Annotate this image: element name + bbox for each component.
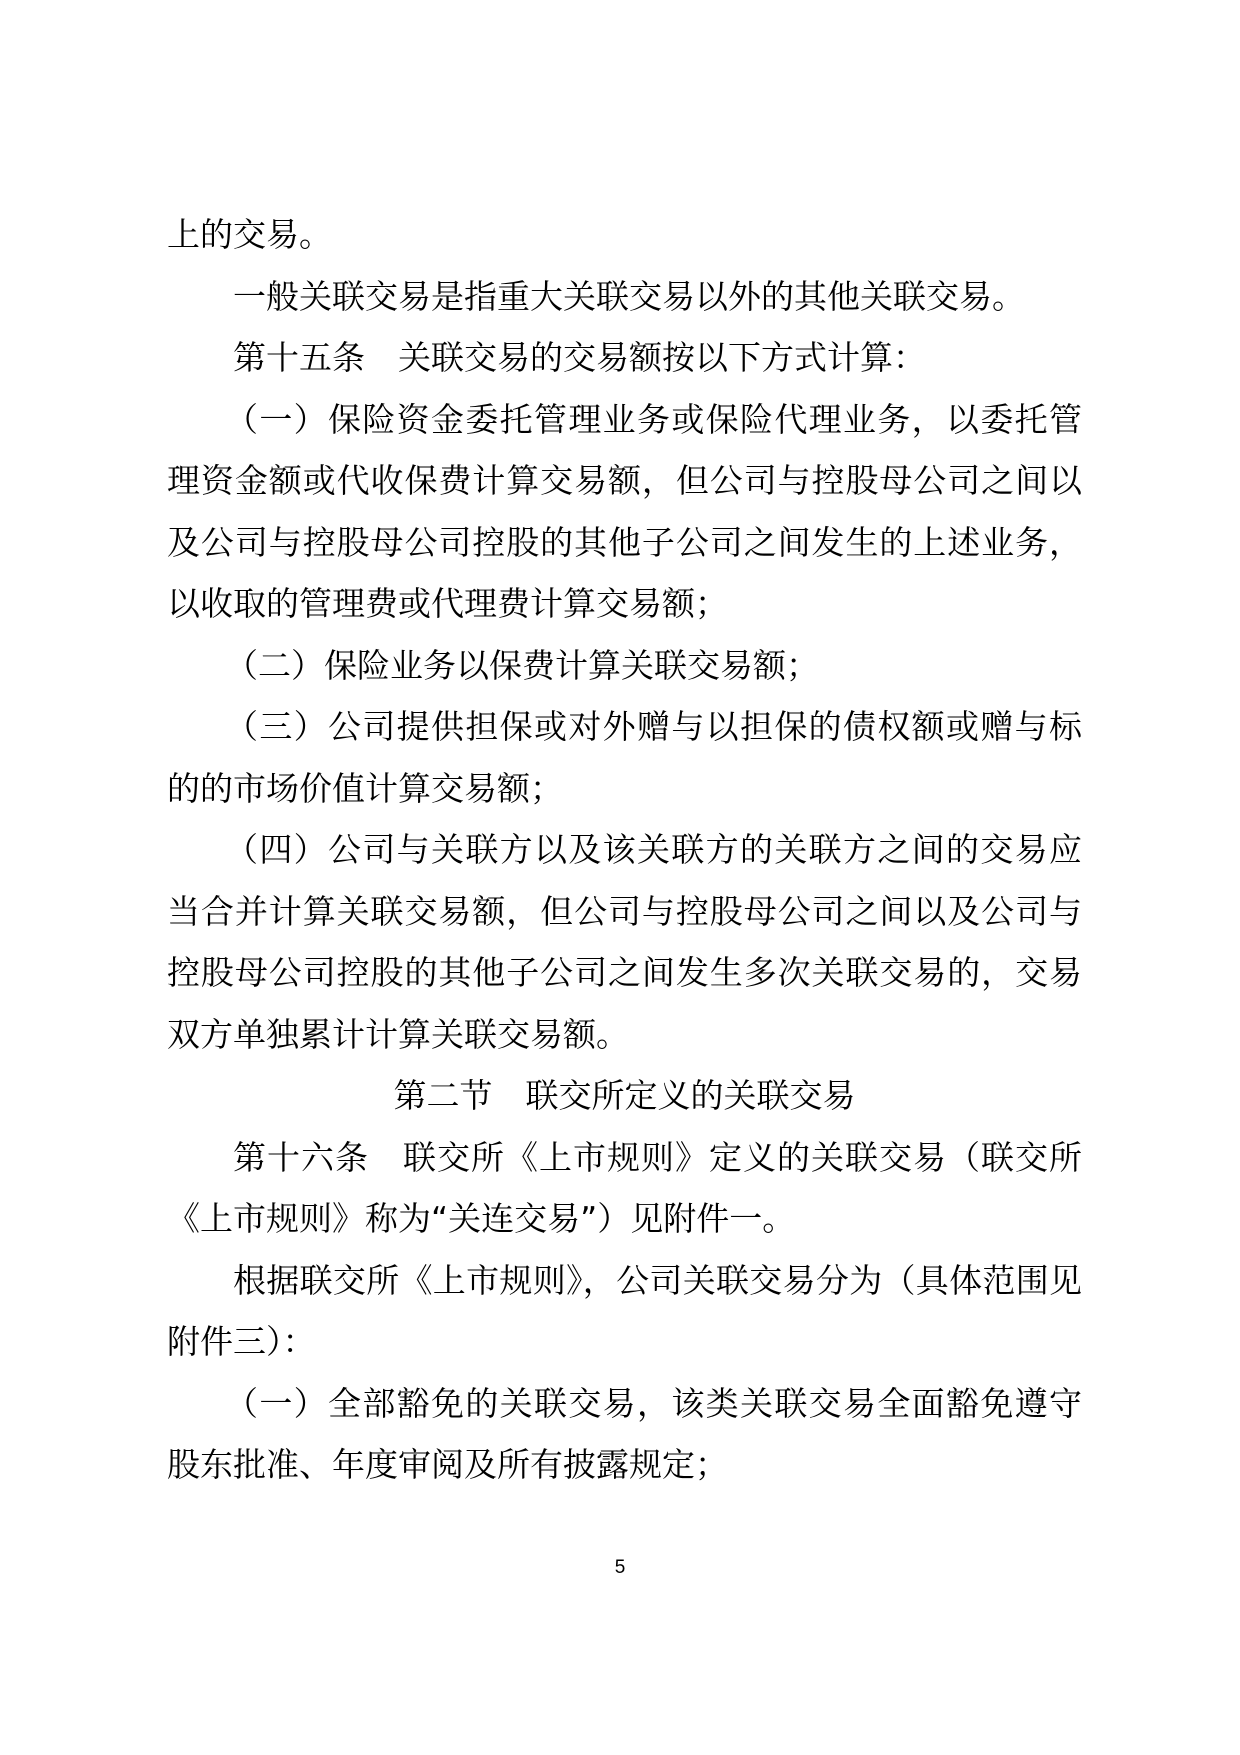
article-15-item-2: （二）保险业务以保费计算关联交易额； bbox=[225, 645, 819, 685]
article-16-paragraph: 第十六条 联交所《上市规则》定义的关联交易（联交所《上市规则》称为“关连交易”）见附件一。 bbox=[167, 1137, 1082, 1238]
classification-paragraph: 根据联交所《上市规则》，公司关联交易分为（具体范围见附件三）： bbox=[167, 1260, 1082, 1361]
page-number: 5 bbox=[614, 1557, 626, 1578]
paragraph-continuation: 上的交易。 bbox=[167, 215, 332, 254]
article-15-item-4: （四）公司与关联方以及该关联方的关联方之间的交易应当合并计算关联交易额，但公司与控股母公司之间以及公司与控股母公司控股的其他子公司之间发生多次关联交易的，交易双方单独累计计算关联交易额。 bbox=[167, 830, 1082, 1054]
article-15-item-1: （一）保险资金委托管理业务或保险代理业务，以委托管理资金额或代收保费计算交易额，但公司与控股母公司之间以及公司与控股母公司控股的其他子公司之间发生的上述业务，以收取的管理费或代理费计算交易额； bbox=[167, 399, 1082, 623]
document-body bbox=[167, 204, 1082, 1496]
paragraph-general-transaction: 一般关联交易是指重大关联交易以外的其他关联交易。 bbox=[233, 276, 1025, 316]
article-15-heading: 第十五条 关联交易的交易额按以下方式计算： bbox=[233, 338, 926, 377]
classification-item-1: （一）全部豁免的关联交易，该类关联交易全面豁免遵守股东批准、年度审阅及所有披露规定； bbox=[167, 1383, 1082, 1484]
article-15-item-3: （三）公司提供担保或对外赠与以担保的债权额或赠与标的的市场价值计算交易额； bbox=[167, 707, 1082, 808]
section-2-heading: 第二节 联交所定义的关联交易 bbox=[393, 1076, 856, 1115]
